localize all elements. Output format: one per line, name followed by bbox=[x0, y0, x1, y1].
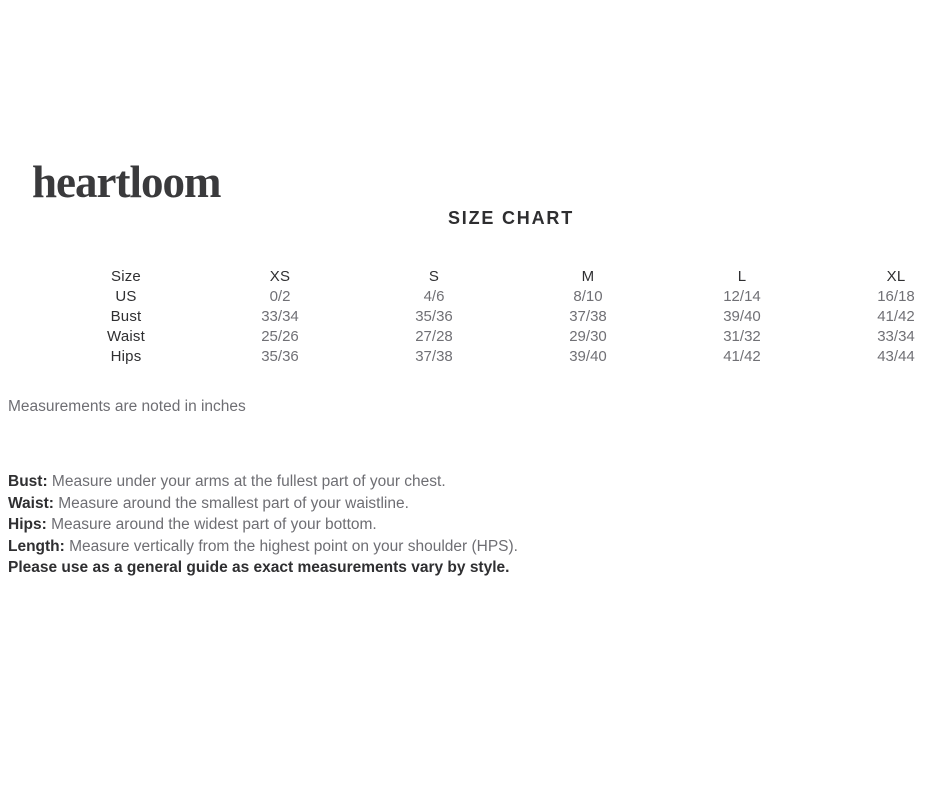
units-note: Measurements are noted in inches bbox=[8, 398, 246, 415]
hips-value-l: 41/42 bbox=[723, 348, 761, 365]
bust-value-xs: 33/34 bbox=[261, 308, 299, 325]
row-label-us: US bbox=[115, 288, 137, 305]
hips-value-m: 39/40 bbox=[569, 348, 607, 365]
column-header-l: L bbox=[737, 268, 747, 285]
waist-value-xl: 33/34 bbox=[877, 328, 915, 345]
row-label-waist: Waist bbox=[107, 328, 145, 345]
measurement-guide bbox=[8, 471, 518, 579]
row-label-hips: Hips bbox=[110, 348, 142, 365]
column-header-xs: XS bbox=[269, 268, 291, 285]
waist-value-xs: 25/26 bbox=[261, 328, 299, 345]
page-title: SIZE CHART bbox=[448, 208, 574, 228]
hips-value-xs: 35/36 bbox=[261, 348, 299, 365]
hips-value-xl: 43/44 bbox=[877, 348, 915, 365]
guide-line-length bbox=[8, 536, 518, 558]
row-label-bust: Bust bbox=[110, 308, 142, 325]
waist-value-l: 31/32 bbox=[723, 328, 761, 345]
us-value-m: 8/10 bbox=[573, 288, 603, 305]
guide-label-waist: Waist: bbox=[8, 494, 54, 512]
size-table bbox=[49, 267, 940, 367]
guide-text-length: Measure vertically from the highest point on your shoulder (HPS). bbox=[69, 537, 518, 555]
column-header-s: S bbox=[428, 268, 440, 285]
hips-value-s: 37/38 bbox=[415, 348, 453, 365]
guide-label-length: Length: bbox=[8, 537, 65, 555]
guide-label-bust: Bust: bbox=[8, 473, 48, 490]
us-value-xs: 0/2 bbox=[269, 288, 291, 305]
column-header-xl: XL bbox=[886, 268, 906, 285]
guide-text-bust: Measure under your arms at the fullest part of your chest. bbox=[51, 473, 446, 490]
guide-line-hips bbox=[8, 514, 518, 536]
waist-value-s: 27/28 bbox=[415, 328, 453, 345]
guide-disclaimer: Please use as a general guide as exact measurements vary by style. bbox=[8, 559, 510, 576]
bust-value-l: 39/40 bbox=[723, 308, 761, 325]
bust-value-m: 37/38 bbox=[569, 308, 607, 325]
guide-label-hips: Hips: bbox=[8, 516, 47, 533]
column-header-m: M bbox=[581, 268, 595, 285]
bust-value-xl: 41/42 bbox=[877, 308, 915, 325]
column-header-size: Size bbox=[111, 268, 141, 285]
waist-value-m: 29/30 bbox=[569, 328, 607, 345]
guide-text-waist: Measure around the smallest part of your waistline. bbox=[58, 494, 409, 512]
bust-value-s: 35/36 bbox=[415, 308, 453, 325]
size-chart-section bbox=[49, 208, 940, 367]
guide-line-waist bbox=[8, 493, 518, 515]
guide-text-hips: Measure around the widest part of your bottom. bbox=[51, 516, 377, 533]
guide-line-bust bbox=[8, 471, 518, 493]
us-value-s: 4/6 bbox=[423, 288, 445, 305]
brand-logo: heartloom bbox=[32, 157, 221, 207]
us-value-l: 12/14 bbox=[723, 288, 761, 305]
us-value-xl: 16/18 bbox=[877, 288, 915, 305]
